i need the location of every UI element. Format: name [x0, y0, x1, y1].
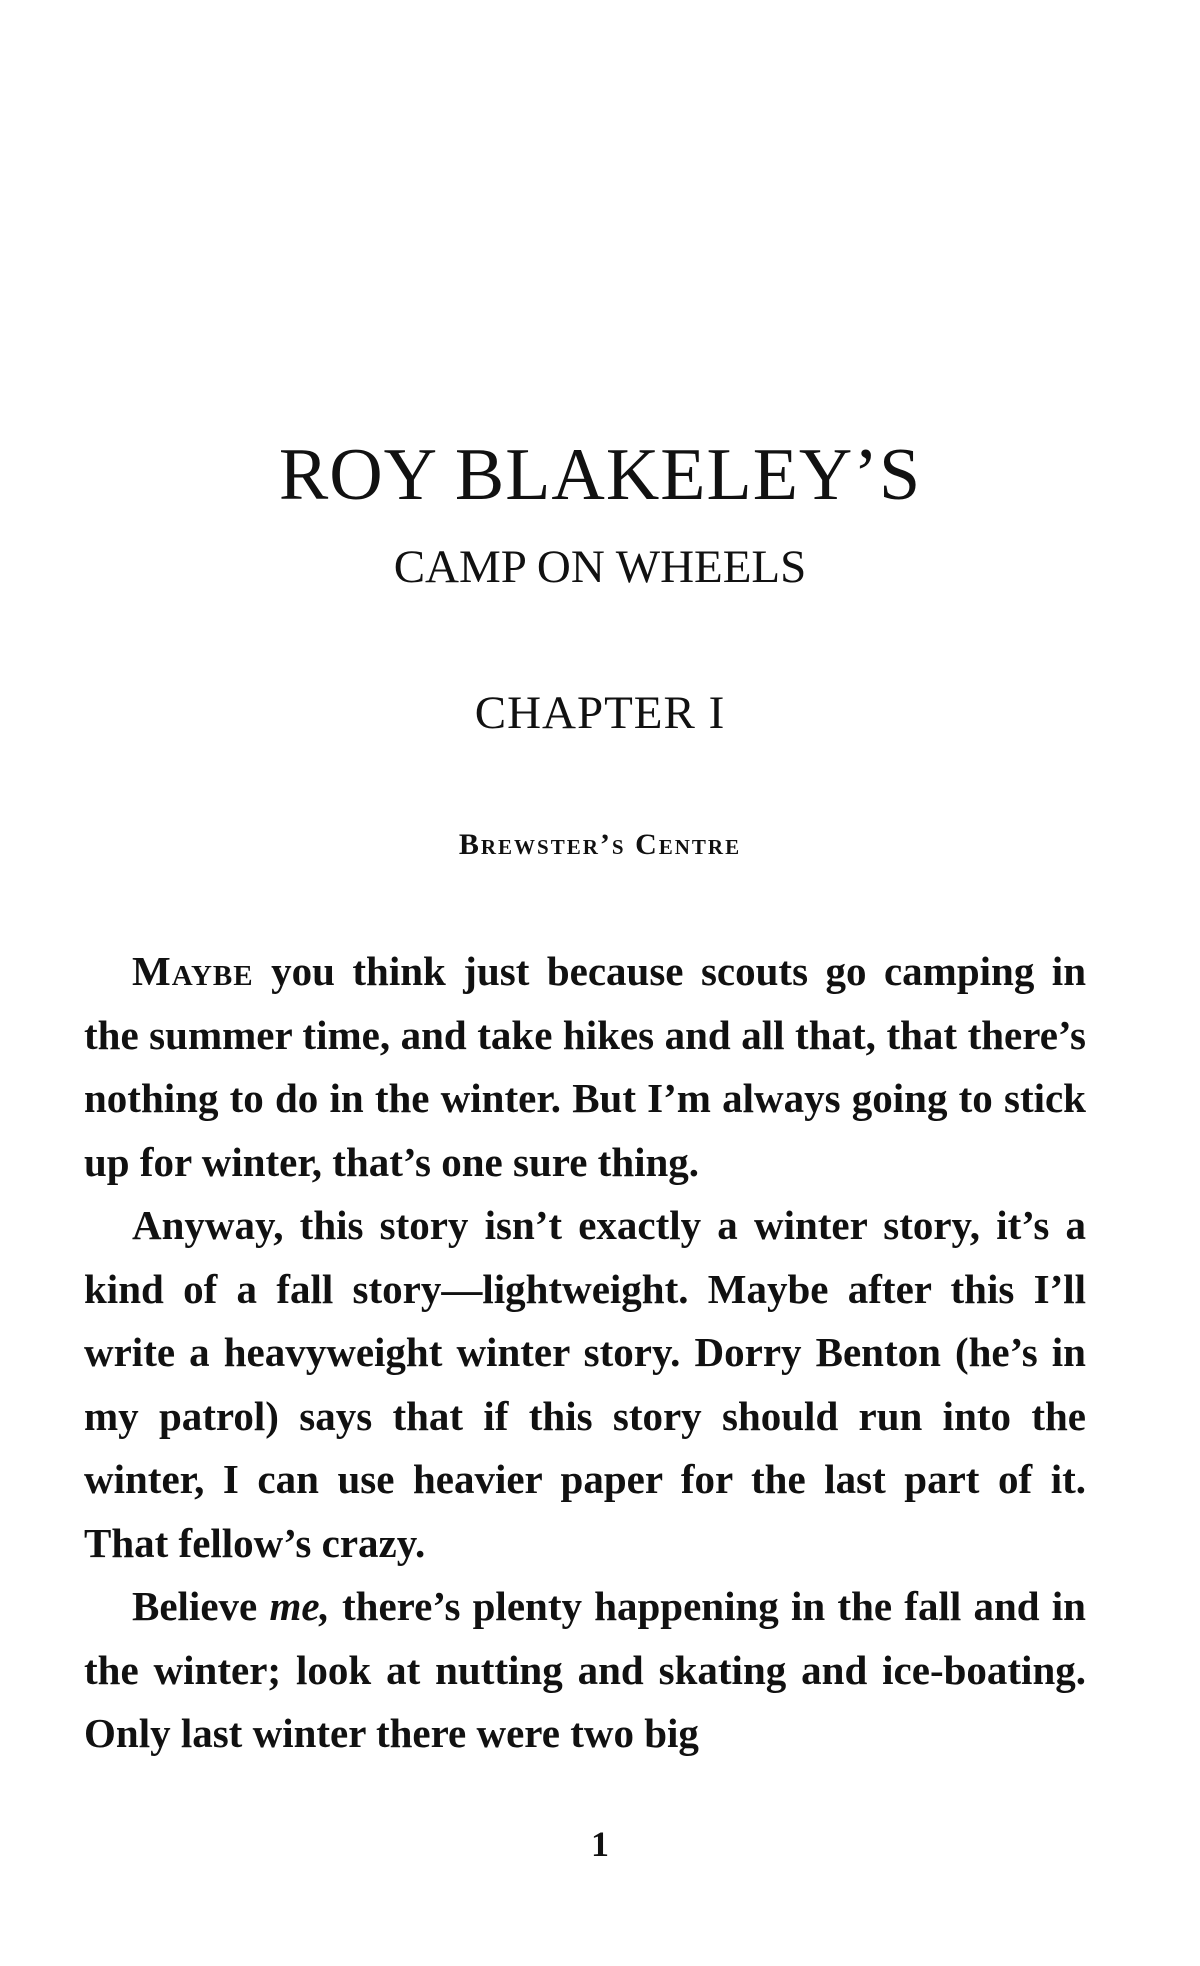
paragraph-3-text-after: there’s plenty happening in the fall and in the winter; look at nutting and skating and ice-boating. Only last winter there were two big [84, 1583, 1086, 1756]
paragraph-3 [84, 1575, 1086, 1766]
paragraph-3-text-before: Believe [132, 1583, 270, 1629]
paragraph-2 [84, 1194, 1086, 1575]
paragraph-1-text: you think just because scouts go camping in the summer time, and take hikes and all that, that there’s nothing to do in the winter. But I’m always going to stick up for winter, that’s one sure thing. [84, 948, 1086, 1185]
paragraph-3-emphasis: me, [269, 1583, 330, 1629]
chapter-number: CHAPTER I [474, 687, 726, 739]
paragraph-lead-word: Maybe [132, 948, 254, 994]
paragraph-2-text: Anyway, this story isn’t exactly a winter story, it’s a kind of a fall story—lightweight. Maybe after this I’ll write a heavyweight winter story. Dorry Benton (he’s in my patrol) says that if this story should run into the winter, I can use heavier paper for the last part of it. That fellow’s crazy. [84, 1202, 1086, 1566]
chapter-title: Brewster’s Centre [458, 828, 742, 861]
paragraph-1 [84, 940, 1086, 1194]
book-title: ROY BLAKELEY’S [278, 434, 922, 516]
book-subtitle: CAMP ON WHEELS [393, 541, 807, 593]
page-number: 1 [591, 1824, 609, 1864]
chapter-body [84, 940, 1086, 1766]
